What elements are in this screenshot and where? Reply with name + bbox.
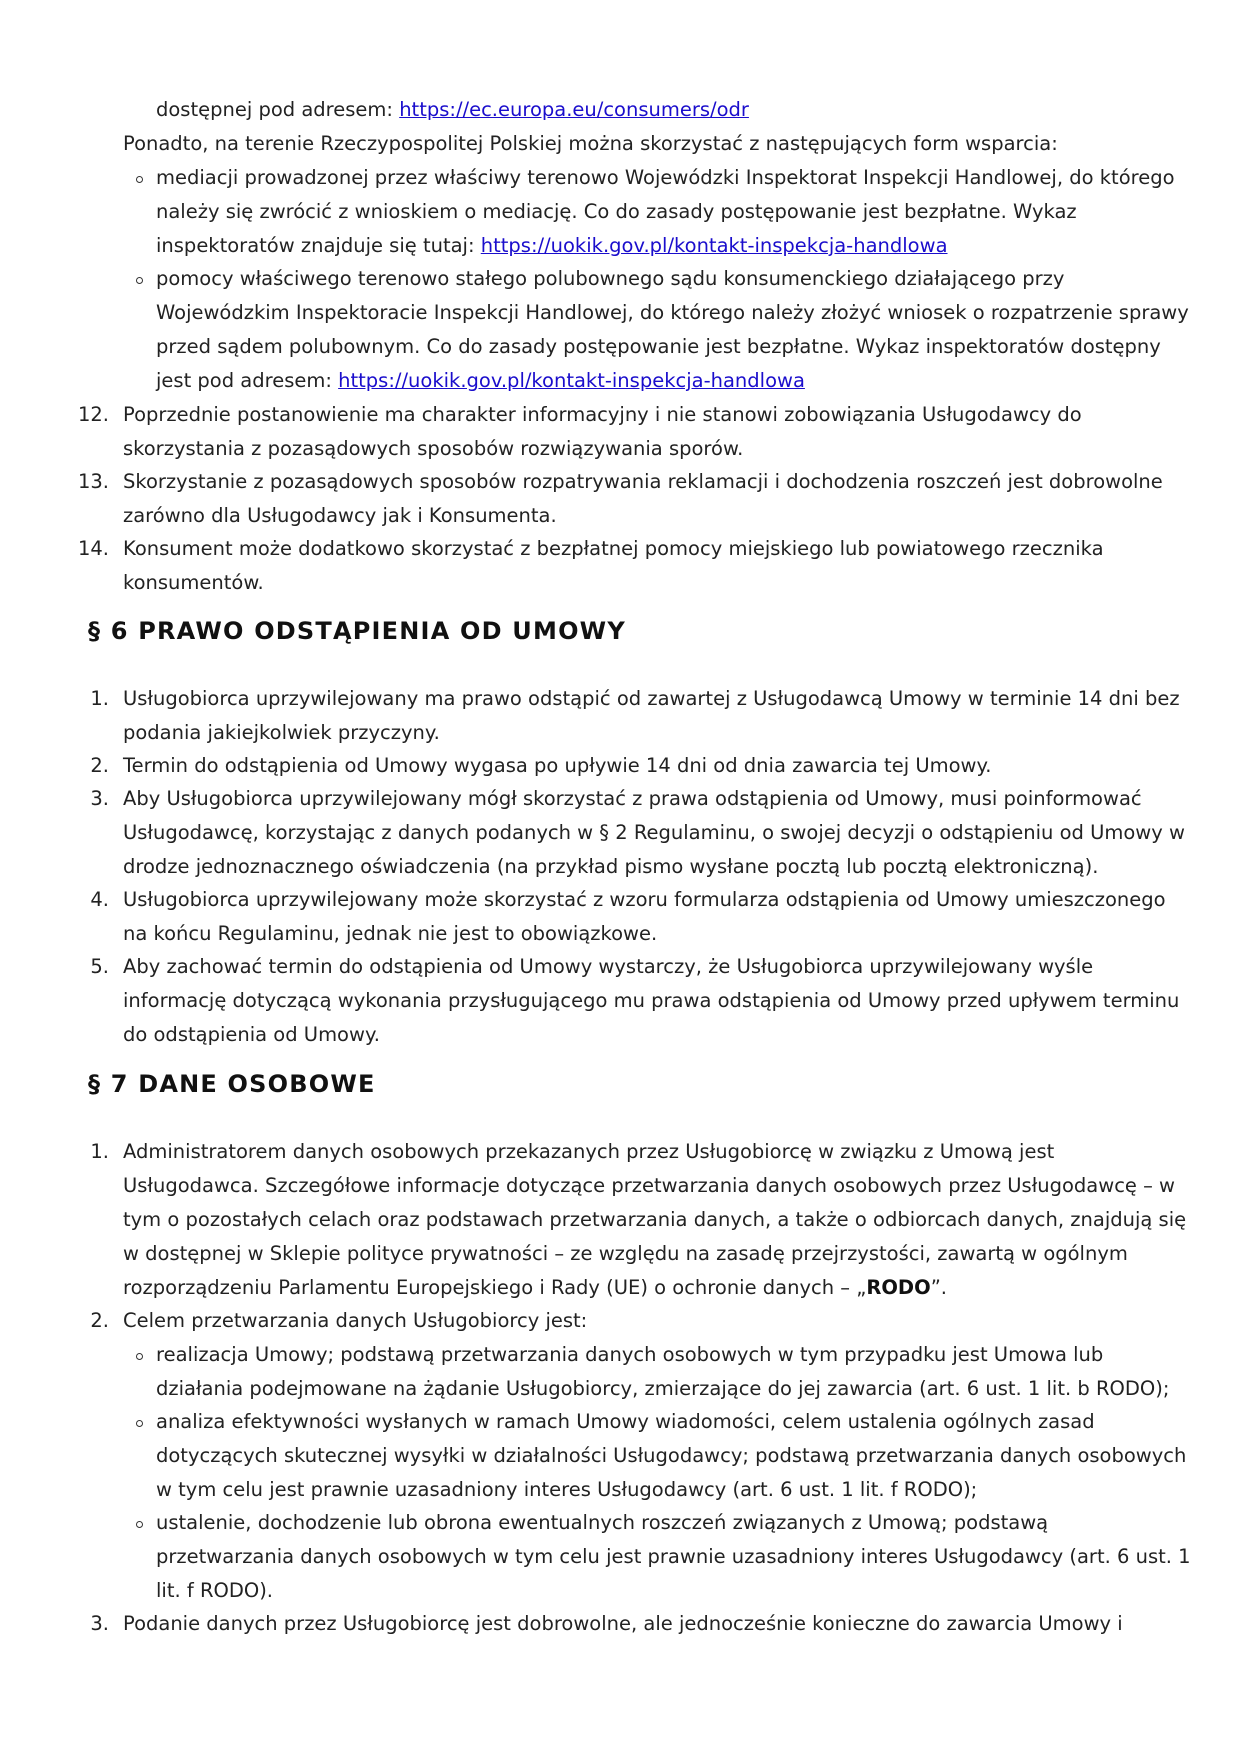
text-line: Poprzednie postanowienie ma charakter informacyjny i nie stanowi zobowiązania Usługodawcy do	[123, 403, 1082, 426]
text-line: skorzystania z pozasądowych sposobów rozwiązywania sporów.	[123, 437, 744, 460]
text-line: konsumentów.	[123, 571, 264, 594]
section-heading: § 6 PRAWO ODSTĄPIENIA OD UMOWY	[88, 617, 626, 645]
list-number: 14.	[77, 537, 109, 560]
text-line: informację dotyczącą wykonania przysługującego mu prawa odstąpienia od Umowy przed upływem terminu	[123, 989, 1180, 1012]
text-line: Celem przetwarzania danych Usługobiorcy jest:	[123, 1309, 588, 1332]
text-line: Usługobiorca uprzywilejowany może skorzystać z wzoru formularza odstąpienia od Umowy umieszczonego	[123, 888, 1166, 911]
list-number: 3.	[90, 1612, 109, 1635]
text-line: Usługodawcę, korzystając z danych podanych w § 2 Regulaminu, o swojej decyzji o odstąpieniu od Umowy w	[123, 821, 1185, 844]
text-line: Wojewódzkim Inspektoracie Inspekcji Handlowej, do którego należy złożyć wniosek o rozpatrzenie sprawy	[156, 301, 1189, 324]
bullet-icon	[136, 277, 143, 284]
bullet-icon	[136, 1353, 143, 1360]
text-line: Podanie danych przez Usługobiorcę jest dobrowolne, ale jednocześnie konieczne do zawarcia Umowy i	[123, 1612, 1123, 1635]
text-line: do odstąpienia od Umowy.	[123, 1023, 380, 1046]
text-line	[123, 1276, 947, 1300]
text-line: Aby Usługobiorca uprzywilejowany mógł skorzystać z prawa odstąpienia od Umowy, musi poinformować	[123, 787, 1142, 810]
list-number: 3.	[90, 787, 109, 810]
bullet-icon	[136, 1420, 143, 1427]
text-segment: rozporządzeniu Parlamentu Europejskiego i Rady (UE) o ochronie danych – „	[123, 1276, 867, 1299]
text-line	[156, 369, 805, 393]
uokik-link[interactable]: https://uokik.gov.pl/kontakt-inspekcja-handlowa	[338, 369, 805, 392]
text-line: w tym celu jest prawnie uzasadniony interes Usługodawcy (art. 6 ust. 1 lit. f RODO);	[156, 1478, 978, 1501]
text-line: realizacja Umowy; podstawą przetwarzania danych osobowych w tym przypadku jest Umowa lub	[156, 1343, 1104, 1366]
text-line	[156, 234, 948, 258]
text-line: lit. f RODO).	[156, 1579, 274, 1602]
text-segment: ”.	[930, 1276, 948, 1299]
text-line: Termin do odstąpienia od Umowy wygasa po upływie 14 dni od dnia zawarcia tej Umowy.	[123, 754, 992, 777]
text-line: tym o pozostałych celach oraz podstawach przetwarzania danych, a także o odbiorcach danych, znajdują się	[123, 1208, 1187, 1231]
text-line: przed sądem polubownym. Co do zasady postępowanie jest bezpłatne. Wykaz inspektoratów dostępny	[156, 335, 1161, 358]
text-line	[156, 98, 749, 122]
section-heading: § 7 DANE OSOBOWE	[88, 1070, 376, 1098]
text-line: zarówno dla Usługodawcy jak i Konsumenta.	[123, 504, 557, 527]
text-line: mediacji prowadzonej przez właściwy terenowo Wojewódzki Inspektorat Inspekcji Handlowej, do którego	[156, 166, 1175, 189]
rodo-bold: RODO	[866, 1276, 931, 1299]
list-number: 2.	[90, 754, 109, 777]
text-line: Usługodawca. Szczegółowe informacje dotyczące przetwarzania danych osobowych przez Usługodawcę – w	[123, 1174, 1176, 1197]
text-line: Usługobiorca uprzywilejowany ma prawo odstąpić od zawartej z Usługodawcą Umowy w terminie 14 dni bez	[123, 687, 1180, 710]
odr-link[interactable]: https://ec.europa.eu/consumers/odr	[399, 98, 749, 121]
text-line: przetwarzania danych osobowych w tym celu jest prawnie uzasadniony interes Usługodawcy (art. 6 ust. 1	[156, 1545, 1191, 1568]
text-line: analiza efektywności wysłanych w ramach Umowy wiadomości, celem ustalenia ogólnych zasad	[156, 1410, 1095, 1433]
text-line: podania jakiejkolwiek przyczyny.	[123, 721, 440, 744]
list-number: 5.	[90, 955, 109, 978]
text-line: Konsument może dodatkowo skorzystać z bezpłatnej pomocy miejskiego lub powiatowego rzecznika	[123, 537, 1104, 560]
bullet-icon	[136, 1521, 143, 1528]
list-number: 1.	[90, 1140, 109, 1163]
uokik-link[interactable]: https://uokik.gov.pl/kontakt-inspekcja-handlowa	[480, 234, 948, 257]
list-number: 4.	[90, 888, 109, 911]
text-segment: jest pod adresem:	[156, 369, 339, 392]
text-segment: dostępnej pod adresem:	[156, 98, 400, 121]
list-number: 12.	[77, 403, 109, 426]
bullet-icon	[136, 176, 143, 183]
text-line: Administratorem danych osobowych przekazanych przez Usługobiorcę w związku z Umową jest	[123, 1140, 1055, 1163]
text-line: działania podejmowane na żądanie Usługobiorcy, zmierzające do jej zawarcia (art. 6 ust. 1 lit. b RODO);	[156, 1377, 1170, 1400]
text-line: pomocy właściwego terenowo stałego polubownego sądu konsumenckiego działającego przy	[156, 267, 1065, 290]
text-line: na końcu Regulaminu, jednak nie jest to obowiązkowe.	[123, 922, 658, 945]
text-line: Aby zachować termin do odstąpienia od Umowy wystarczy, że Usługobiorca uprzywilejowany wyśle	[123, 955, 1094, 978]
intro-text: Ponadto, na terenie Rzeczypospolitej Polskiej można skorzystać z następujących form wsparcia:	[123, 132, 1058, 155]
text-segment: inspektoratów znajduje się tutaj:	[156, 234, 481, 257]
list-number: 13.	[77, 470, 109, 493]
text-line: drodze jednoznacznego oświadczenia (na przykład pismo wysłane pocztą lub pocztą elektroniczną).	[123, 855, 1099, 878]
text-line: należy się zwrócić z wnioskiem o mediację. Co do zasady postępowanie jest bezpłatne. Wykaz	[156, 200, 1077, 223]
text-line: dotyczących skutecznej wysyłki w działalności Usługodawcy; podstawą przetwarzania danych osobowych	[156, 1444, 1187, 1467]
text-line: ustalenie, dochodzenie lub obrona ewentualnych roszczeń związanych z Umową; podstawą	[156, 1511, 1049, 1534]
list-number: 1.	[90, 687, 109, 710]
text-line: w dostępnej w Sklepie polityce prywatności – ze względu na zasadę przejrzystości, zawartą w ogólnym	[123, 1242, 1128, 1265]
text-line: Skorzystanie z pozasądowych sposobów rozpatrywania reklamacji i dochodzenia roszczeń jest dobrowolne	[123, 470, 1163, 493]
list-number: 2.	[90, 1309, 109, 1332]
